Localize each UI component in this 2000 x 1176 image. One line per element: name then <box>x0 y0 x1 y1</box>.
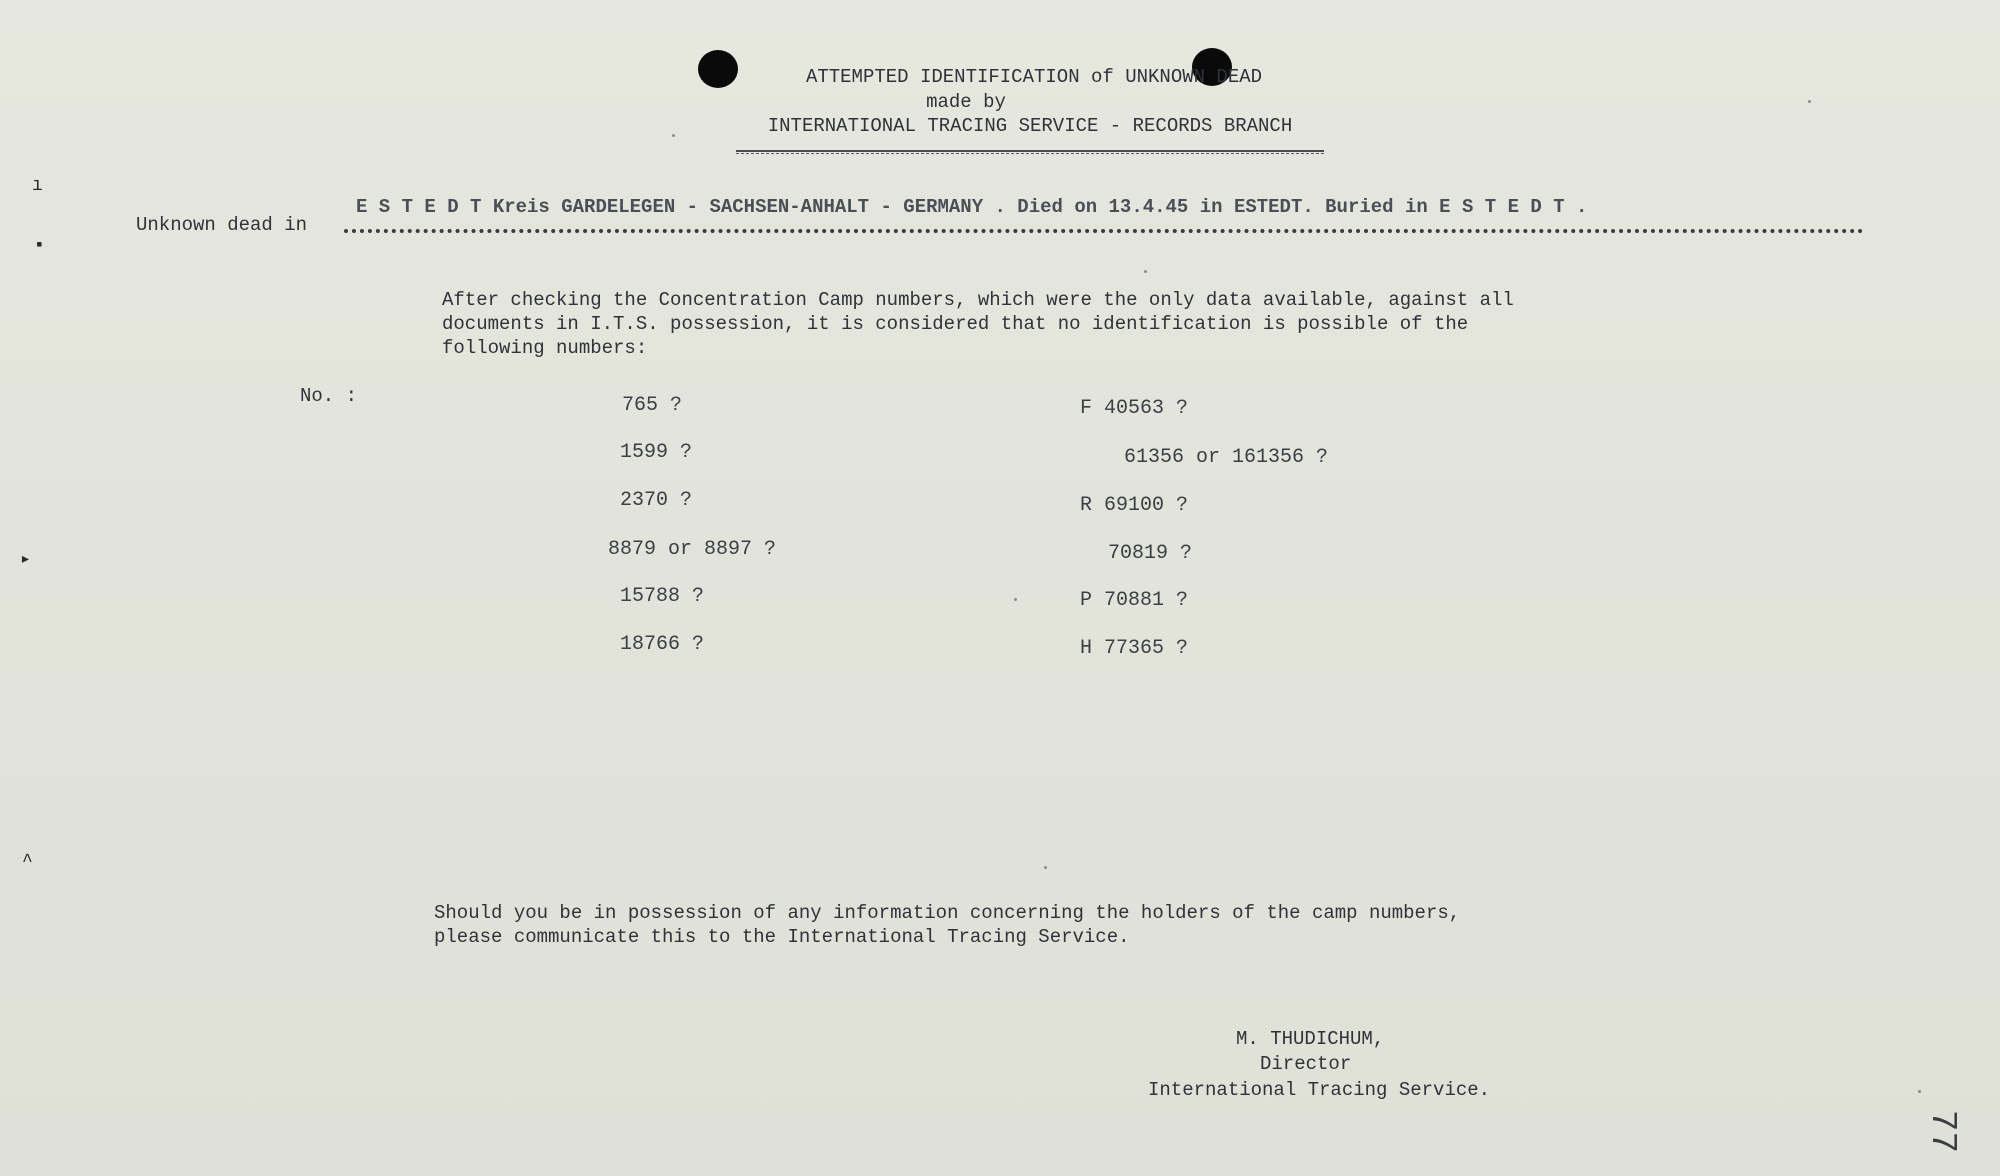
paper-speck <box>1808 100 1811 103</box>
header-underline-dashed <box>736 153 1324 154</box>
number-right-6: H 77365 ? <box>1080 637 1189 660</box>
signatory-organization: International Tracing Service. <box>1148 1079 1491 1101</box>
number-right-1: F 40563 ? <box>1080 397 1189 420</box>
header-underline <box>736 150 1324 152</box>
document-title: ATTEMPTED IDENTIFICATION of UNKNOWN DEAD <box>805 66 1263 88</box>
closing-line-1: Should you be in possession of any information concerning the holders of the camp numbers, <box>434 902 1461 924</box>
paper-speck <box>1918 1090 1921 1093</box>
margin-mark-2: ▪ <box>34 236 45 256</box>
signatory-name: M. THUDICHUM, <box>1236 1028 1385 1050</box>
number-right-4: 70819 ? <box>1108 542 1193 565</box>
paper-speck <box>1014 598 1017 601</box>
number-left-5: 15788 ? <box>620 585 705 608</box>
paper-speck <box>1044 866 1047 869</box>
unknown-dead-details: E S T E D T Kreis GARDELEGEN - SACHSEN-ANHALT - GERMANY . Died on 13.4.45 in ESTEDT. Buried in E S T E D T . <box>356 196 1588 218</box>
intro-paragraph-line-3: following numbers: <box>442 337 648 359</box>
number-right-3: R 69100 ? <box>1080 494 1189 517</box>
intro-paragraph-line-1: After checking the Concentration Camp numbers, which were the only data available, against all <box>442 289 1514 311</box>
margin-mark-4: ^ <box>22 852 33 872</box>
numbers-label: No. : <box>300 385 358 407</box>
margin-mark-1: ı <box>32 176 43 196</box>
paper-speck <box>672 134 675 137</box>
unknown-dead-label: Unknown dead in <box>136 214 308 236</box>
number-left-3: 2370 ? <box>620 489 693 512</box>
made-by-line: made by <box>926 91 1006 113</box>
signatory-title: Director <box>1260 1053 1352 1075</box>
number-left-4: 8879 or 8897 ? <box>608 538 777 561</box>
organization-line: INTERNATIONAL TRACING SERVICE - RECORDS BRANCH <box>767 115 1293 137</box>
margin-mark-3: ▸ <box>20 550 31 570</box>
intro-paragraph-line-2: documents in I.T.S. possession, it is considered that no identification is possible of the <box>442 313 1469 335</box>
number-left-2: 1599 ? <box>620 441 693 464</box>
paper-speck <box>1144 270 1147 273</box>
number-left-1: 765 ? <box>622 394 683 417</box>
number-right-2: 61356 or 161356 ? <box>1124 446 1329 469</box>
number-right-5: P 70881 ? <box>1080 589 1189 612</box>
dotted-fill-line <box>344 229 1864 233</box>
number-left-6: 18766 ? <box>620 633 705 656</box>
closing-line-2: please communicate this to the International Tracing Service. <box>434 926 1130 948</box>
page-number: 77 <box>1921 1109 1963 1154</box>
